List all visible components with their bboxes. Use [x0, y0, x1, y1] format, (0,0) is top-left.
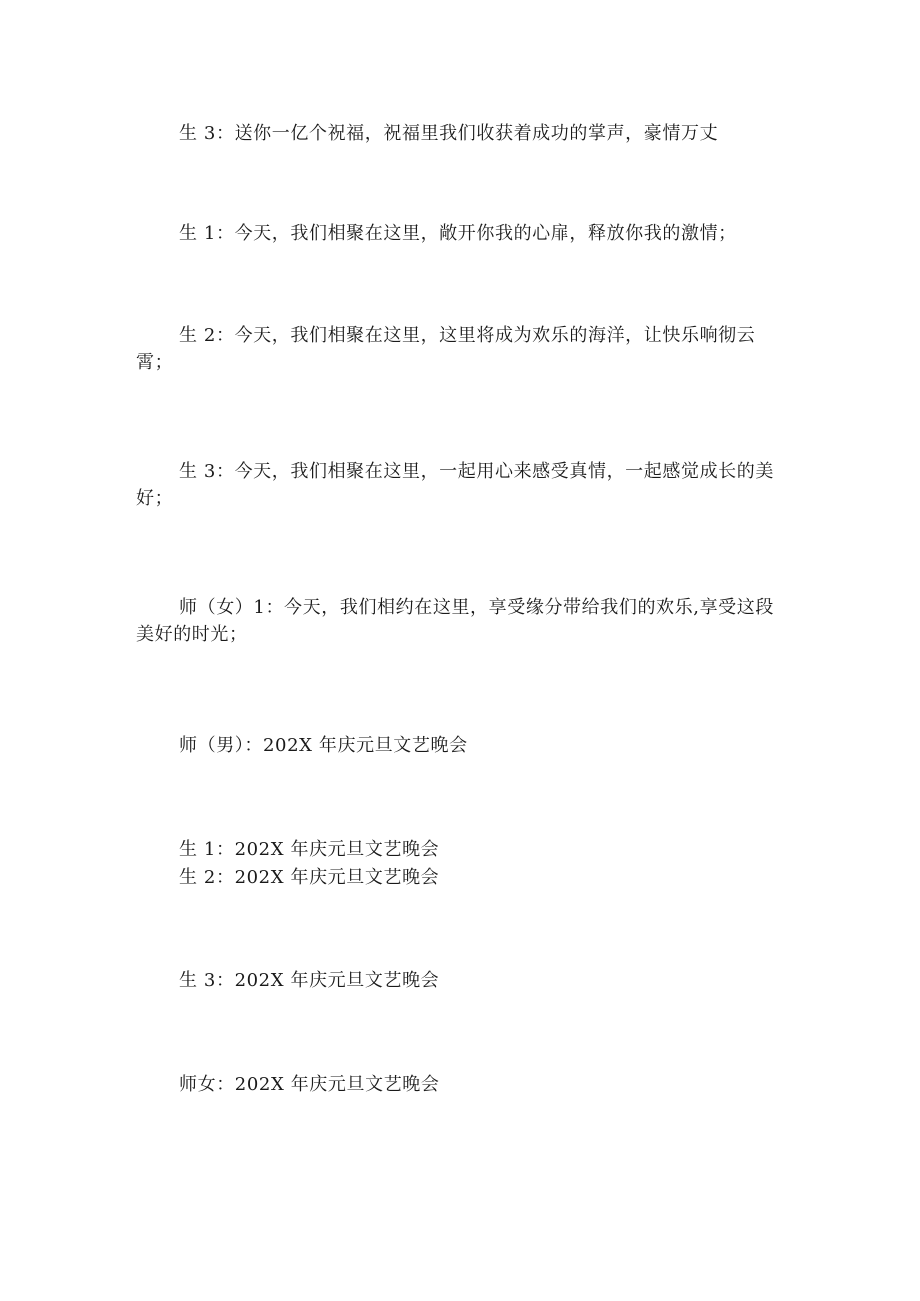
- dialogue-line-student3-blessing: 生 3：送你一亿个祝福，祝福里我们收获着成功的掌声，豪情万丈: [179, 123, 719, 144]
- dialogue-line-student1-title: 生 1：202X 年庆元旦文艺晚会: [179, 839, 440, 860]
- dialogue-line-student3-title: 生 3：202X 年庆元旦文艺晚会: [179, 970, 440, 991]
- dialogue-line-teacher-female-title: 师女：202X 年庆元旦文艺晚会: [179, 1074, 440, 1095]
- dialogue-line-teacher-female: 师（女）1：今天，我们相约在这里，享受缘分带给我们的欢乐,享受这段美好的时光；: [136, 597, 774, 645]
- dialogue-line-student1-today: 生 1：今天，我们相聚在这里，敞开你我的心扉，释放你我的激情；: [179, 223, 737, 244]
- dialogue-line-student3-today: 生 3：今天，我们相聚在这里，一起用心来感受真情，一起感觉成长的美好；: [136, 461, 774, 509]
- dialogue-line-student2-title: 生 2：202X 年庆元旦文艺晚会: [179, 867, 440, 888]
- dialogue-line-teacher-male-title: 师（男）：202X 年庆元旦文艺晚会: [179, 735, 468, 756]
- dialogue-line-student2-today: 生 2：今天，我们相聚在这里，这里将成为欢乐的海洋，让快乐响彻云霄；: [136, 325, 756, 373]
